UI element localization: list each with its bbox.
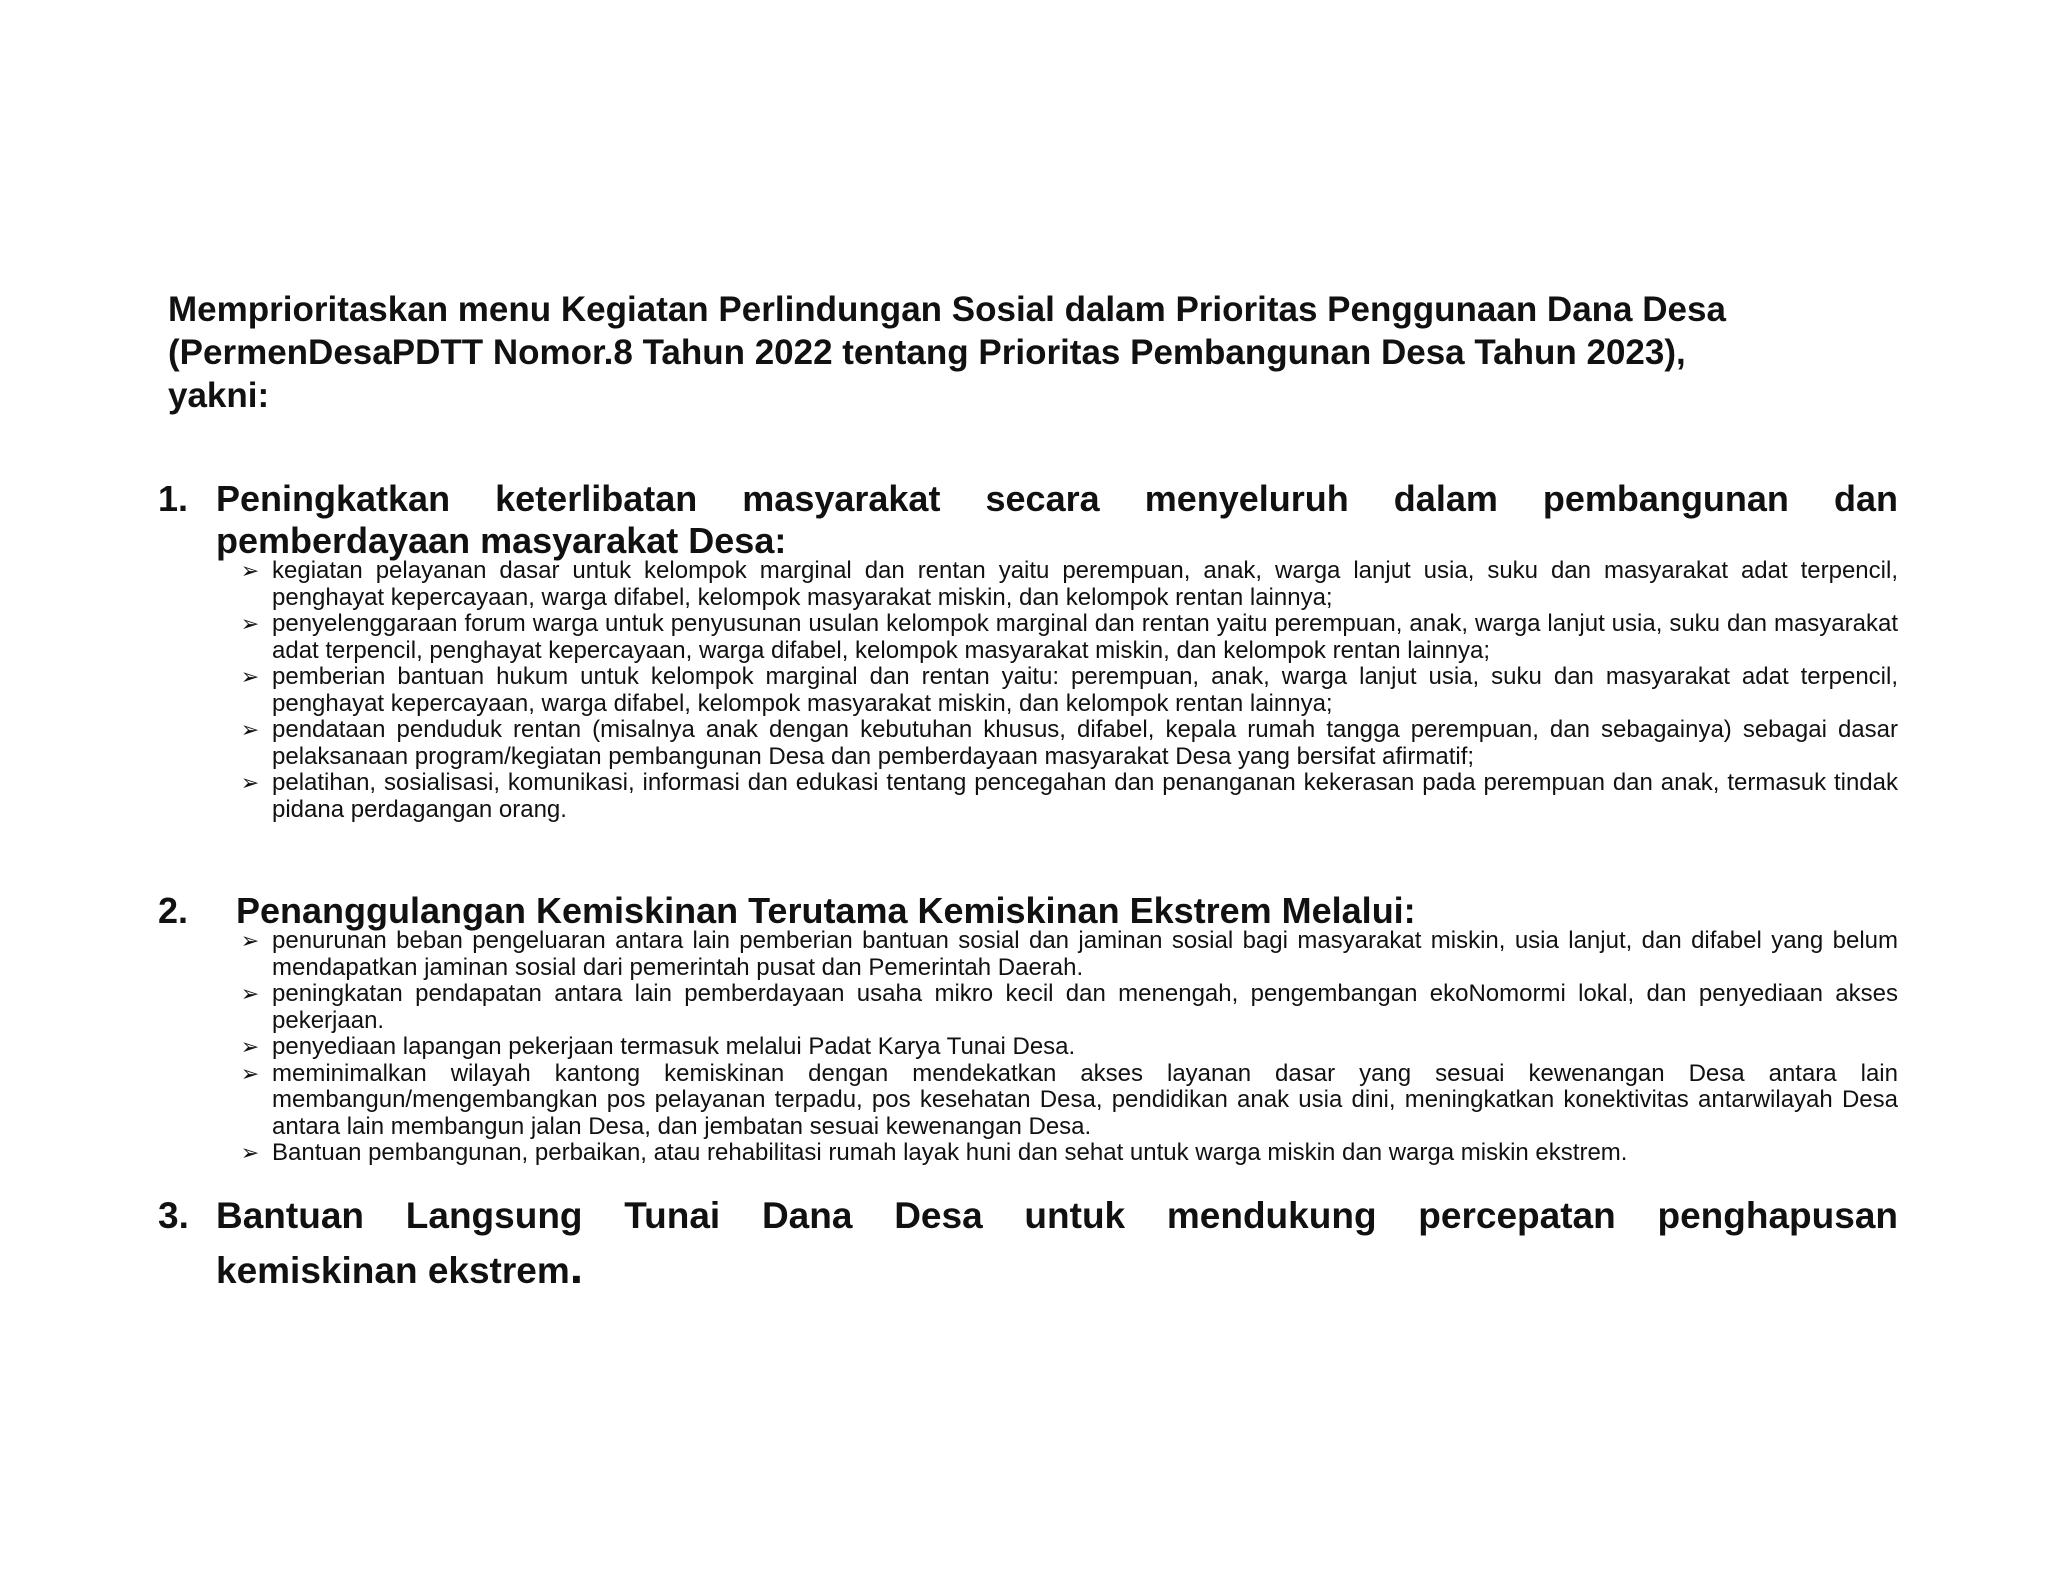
section-2-title: Penanggulangan Kemiskinan Terutama Kemiskinan Ekstrem Melalui: (236, 890, 1416, 931)
section-1-title-line-2: pemberdayaan masyarakat Desa: (216, 520, 787, 561)
section-3-number: 3. (158, 1195, 189, 1236)
list-item-text: meminimalkan wilayah kantong kemiskinan dengan mendekatkan akses layanan dasar yang sesuai kewenangan Desa antara lain membangun/mengembangkan pos pelayanan terpadu, pos kesehatan Desa, pendidikan anak usia dini, meningkatkan konektivitas antarwilayah Desa antara lain membangun jalan Desa, dan jembatan sesuai kewenangan Desa. (272, 1059, 1898, 1140)
list-item (240, 1139, 1898, 1167)
section-1-title (216, 478, 1898, 562)
list-item-text: kegiatan pelayanan dasar untuk kelompok marginal dan rentan yaitu perempuan, anak, warga lanjut usia, suku dan masyarakat adat terpencil, penghayat kepercayaan, warga difabel, kelompok masyarakat miskin, dan kelompok rentan lainnya; (272, 557, 1898, 611)
arrow-bullet-icon: ➢ (240, 981, 260, 1006)
section-3 (158, 1190, 1898, 1297)
list-item-text: penurunan beban pengeluaran antara lain pemberian bantuan sosial dan jaminan sosial bagi masyarakat miskin, usia lanjut, dan difabel yang belum mendapatkan jaminan sosial dari pemerintah pusat dan Pemerintah Daerah. (272, 927, 1898, 981)
intro-line-1: Memprioritaskan menu Kegiatan Perlindungan Sosial dalam Prioritas Penggunaan Dana Desa (168, 290, 1726, 329)
list-item-text: pemberian bantuan hukum untuk kelompok marginal dan rentan yaitu: perempuan, anak, warga lanjut usia, suku dan masyarakat adat terpencil, penghayat kepercayaan, warga difabel, kelompok masyarakat miskin, dan kelompok rentan lainnya; (272, 663, 1898, 717)
list-item-text: pendataan penduduk rentan (misalnya anak dengan kebutuhan khusus, difabel, kepala rumah tangga perempuan, dan sebagainya) sebagai dasar pelaksanaan program/kegiatan pembangunan Desa dan pemberdayaan masyarakat Desa yang bersifat afirmatif; (272, 716, 1898, 770)
arrow-bullet-icon: ➢ (240, 664, 260, 689)
section-1 (158, 478, 1898, 823)
list-item (240, 663, 1898, 717)
section-1-heading (158, 478, 1898, 562)
section-2 (158, 890, 1898, 1167)
arrow-bullet-icon: ➢ (240, 770, 260, 795)
section-2-bullet-list (240, 927, 1898, 1167)
list-item-text: pelatihan, sosialisasi, komunikasi, informasi dan edukasi tentang pencegahan dan penanganan kekerasan pada perempuan dan anak, termasuk tindak pidana perdagangan orang. (272, 769, 1898, 823)
list-item-text: Bantuan pembangunan, perbaikan, atau rehabilitasi rumah layak huni dan sehat untuk warga miskin dan warga miskin ekstrem. (272, 1139, 1628, 1166)
list-item-text: penyelenggaraan forum warga untuk penyusunan usulan kelompok marginal dan rentan yaitu perempuan, anak, warga lanjut usia, suku dan masyarakat adat terpencil, penghayat kepercayaan, warga difabel, kelompok masyarakat miskin, dan kelompok rentan lainnya; (272, 610, 1898, 664)
list-item (240, 927, 1898, 981)
list-item (240, 1033, 1898, 1061)
intro-line-3: yakni: (168, 376, 270, 415)
section-1-title-line-1: Peningkatkan keterlibatan masyarakat secara menyeluruh dalam pembangunan dan (216, 478, 1898, 519)
list-item (240, 610, 1898, 664)
list-item (240, 769, 1898, 823)
section-3-title-line-2: kemiskinan ekstrem (216, 1250, 570, 1291)
section-1-bullet-list (240, 557, 1898, 823)
list-item-text: penyediaan lapangan pekerjaan termasuk melalui Padat Karya Tunai Desa. (272, 1033, 1076, 1060)
section-3-title-line-1: Bantuan Langsung Tunai Dana Desa untuk mendukung percepatan penghapusan (216, 1195, 1898, 1236)
arrow-bullet-icon: ➢ (240, 611, 260, 636)
list-item (240, 980, 1898, 1034)
list-item (240, 557, 1898, 611)
section-3-title-period: . (569, 1241, 584, 1294)
arrow-bullet-icon: ➢ (240, 717, 260, 742)
section-2-heading (158, 890, 1898, 932)
intro-line-2: (PermenDesaPDTT Nomor.8 Tahun 2022 tentang Prioritas Pembangunan Desa Tahun 2023), (168, 333, 1686, 372)
section-3-title (216, 1190, 1898, 1297)
list-item (240, 1059, 1898, 1141)
arrow-bullet-icon: ➢ (240, 1034, 260, 1059)
arrow-bullet-icon: ➢ (240, 1140, 260, 1165)
section-2-number: 2. (158, 890, 189, 931)
list-item-text: peningkatan pendapatan antara lain pemberdayaan usaha mikro kecil dan menengah, pengembangan ekoNomormi lokal, dan penyediaan akses pekerjaan. (272, 980, 1898, 1034)
section-3-heading (158, 1190, 1898, 1297)
intro-heading (168, 288, 1928, 417)
arrow-bullet-icon: ➢ (240, 1060, 260, 1086)
arrow-bullet-icon: ➢ (240, 928, 260, 953)
list-item (240, 716, 1898, 770)
arrow-bullet-icon: ➢ (240, 558, 260, 583)
section-1-number: 1. (158, 478, 189, 519)
